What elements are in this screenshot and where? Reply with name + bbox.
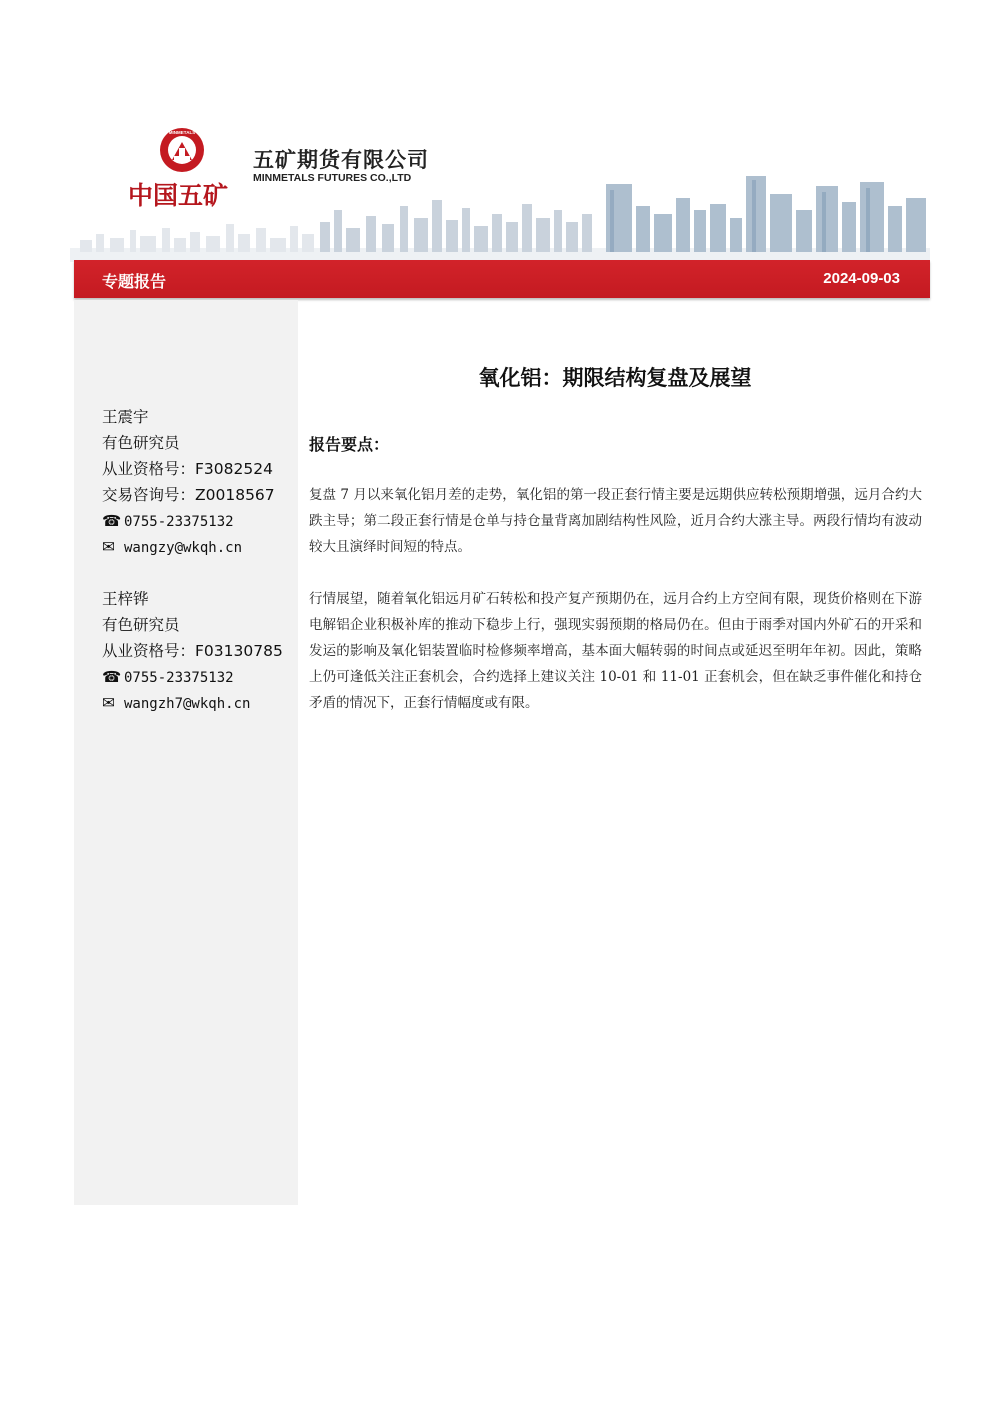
envelope-icon: ✉ xyxy=(102,694,115,712)
company-name-en: MINMETALS FUTURES CO.,LTD xyxy=(253,172,412,184)
analyst-email-row xyxy=(102,534,275,560)
outlook-paragraph: 行情展望，随着氧化铝远月矿石转松和投产复产预期仍在，远月合约上方空间有限，现货价格则在下游电解铝企业积极补库的推动下稳步上行，强现实弱预期的格局仍在。但由于雨季对国内外矿石的开采和发运的影响及氧化铝装置临时检修频率增高，基本面大幅转弱的时间点或延迟至明年年初。因此，策略上仍可逢低关注正套机会，合约选择上建议关注 10-01 和 11-01 正套机会，但在缺乏事件催化和持仓矛盾的情况下，正套行情幅度或有限。 xyxy=(309,591,922,711)
analyst-title: 有色研究员 xyxy=(102,616,180,634)
company-name-cn: 五矿期货有限公司 xyxy=(253,148,429,172)
group-logo-text: 中国五矿 xyxy=(128,181,229,210)
emblem-text: MINMETALS xyxy=(168,130,196,135)
analyst-email[interactable]: wangzh7@wkqh.cn xyxy=(124,696,251,712)
analyst-card xyxy=(102,404,275,560)
analyst-phone-row xyxy=(102,508,275,534)
analyst-phone: 0755-23375132 xyxy=(124,514,234,530)
report-header xyxy=(0,0,992,300)
analyst-sidebar xyxy=(74,300,298,1205)
envelope-icon: ✉ xyxy=(102,538,115,556)
analyst-license: 从业资格号：F03130785 xyxy=(102,642,283,660)
report-type-label: 专题报告 xyxy=(102,272,167,291)
report-title: 氧化铝：期限结构复盘及展望 xyxy=(478,366,752,390)
key-points-heading: 报告要点： xyxy=(309,435,390,454)
analyst-email[interactable]: wangzy@wkqh.cn xyxy=(124,540,243,556)
analyst-card xyxy=(102,586,283,716)
analyst-name: 王震宇 xyxy=(102,408,149,426)
china-minmetals-logo xyxy=(128,126,238,216)
analyst-name: 王梓铧 xyxy=(102,590,149,608)
report-date: 2024-09-03 xyxy=(823,270,900,287)
phone-icon: ☎ xyxy=(102,512,122,530)
analyst-license: 从业资格号：F3082524 xyxy=(102,460,273,478)
analyst-email-row xyxy=(102,690,283,716)
analyst-consult-license: 交易咨询号：Z0018567 xyxy=(102,486,275,504)
phone-icon: ☎ xyxy=(102,668,122,686)
summary-paragraph: 复盘 7 月以来氧化铝月差的走势，氧化铝的第一段正套行情主要是远期供应转松预期增强，远月合约大跌主导；第二段正套行情是仓单与持仓量背离加剧结构性风险，近月合约大涨主导。两段行情均有波动较大且演绎时间短的特点。 xyxy=(309,487,922,555)
analyst-phone: 0755-23375132 xyxy=(124,670,234,686)
report-banner xyxy=(74,260,930,298)
analyst-title: 有色研究员 xyxy=(102,434,180,452)
minmetals-emblem-icon xyxy=(158,126,206,174)
analyst-phone-row xyxy=(102,664,283,690)
